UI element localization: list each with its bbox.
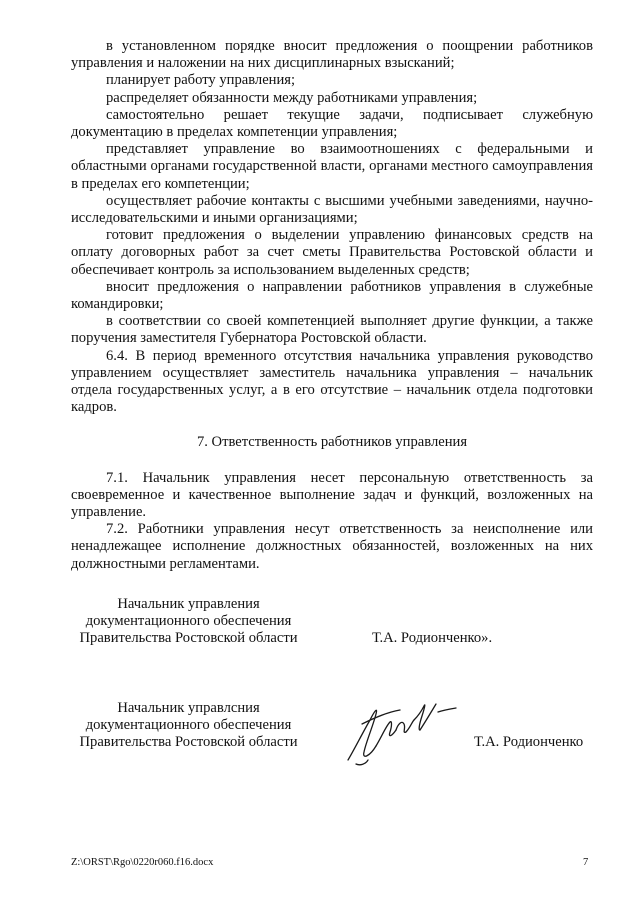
signature-block-1 <box>0 596 640 656</box>
paragraph-7: готовит предложения о выделении управлению финансовых средств на оплату договорных работ за счет сметы Правительства Ростовской области и обеспечивает контроль за использованием выделенных средств; <box>71 227 593 278</box>
paragraph-1: в установленном порядке вносит предложения о поощрении работников управления и наложении на них дисциплинарных взысканий; <box>71 38 593 72</box>
paragraph-5: представляет управление во взаимоотношениях с федеральными и областными органами государственной власти, органами местного самоуправления в пределах его компетенции; <box>71 141 593 192</box>
paragraph-6-4: 6.4. В период временного отсутствия начальника управления руководство управлением осуществляет заместитель начальника управления – начальник отдела государственных услуг, а в его отсутствие – начальник отдела подготовки кадров. <box>71 347 593 416</box>
section-heading: 7. Ответственность работников управления <box>196 434 468 451</box>
paragraph-7-1: 7.1. Начальник управления несет персональную ответственность за своевременное и качественное выполнение задач и функций, возложенных на управление. <box>71 469 593 521</box>
signature-2-title-line-2: документационного обеспечения <box>85 717 292 733</box>
signature-block-2 <box>0 700 640 760</box>
paragraph-7-2: 7.2. Работники управления несут ответственность за неисполнение или ненадлежащее исполнение должностных обязанностей, возложенных на них должностными регламентами. <box>71 521 593 572</box>
paragraph-6: осуществляет рабочие контакты с высшими учебными заведениями, научно-исследовательскими и иными организациями; <box>71 192 593 227</box>
signature-1-title-line-3: Правительства Ростовской области <box>79 630 298 646</box>
footer-file-path: Z:\ORST\Rgo\0220r060.f16.docx <box>71 857 214 868</box>
signature-1-title-line-2: документационного обеспечения <box>85 613 292 629</box>
signature-2-title-line-1: Начальник управлсния <box>117 700 260 716</box>
paragraph-2: планирует работу управления; <box>106 72 296 89</box>
document-body <box>71 38 593 573</box>
signature-1-name: Т.А. Родионченко». <box>372 630 493 646</box>
paragraph-3: распределяет обязанности между работниками управления; <box>106 89 478 106</box>
paragraph-4: самостоятельно решает текущие задачи, подписывает служебную документацию в пределах компетенции управления; <box>71 106 593 141</box>
signature-2-title-line-3: Правительства Ростовской области <box>79 734 298 750</box>
paragraph-9: в соответствии со своей компетенцией выполняет другие функции, а также поручения заместителя Губернатора Ростовской области. <box>71 313 593 347</box>
paragraph-8: вносит предложения о направлении работников управления в служебные командировки; <box>71 278 593 313</box>
footer-page-number: 7 <box>583 857 589 868</box>
signature-1-title-line-1: Начальник управления <box>117 596 260 612</box>
signature-2-name: Т.А. Родионченко <box>474 734 584 750</box>
handwritten-signature <box>340 690 460 768</box>
